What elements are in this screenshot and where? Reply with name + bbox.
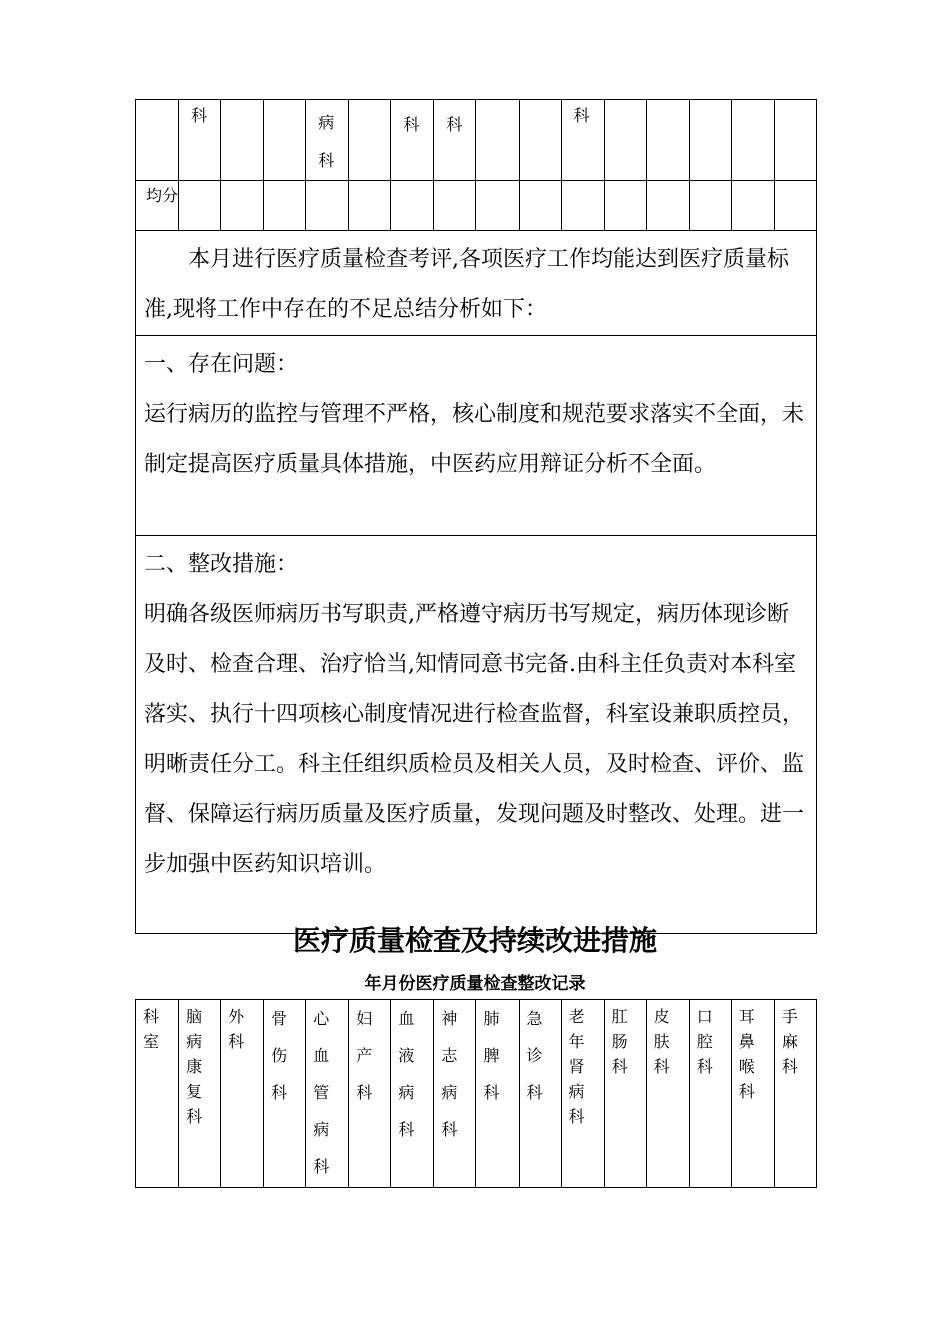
header-cell-department: 科 室 (136, 1000, 179, 1188)
intro-row (136, 231, 817, 336)
score-cell (179, 181, 221, 231)
problems-row (136, 336, 817, 536)
header-cell (774, 100, 816, 181)
measures-heading: 二、整改措施： (144, 552, 299, 577)
measures-row (136, 536, 817, 934)
problems-text: 运行病历的监控与管理不严格，核心制度和规范要求落实不全面，未制定提高医疗质量具体措施，中医药应用辩证分析不全面。 (144, 402, 805, 477)
top-score-table (135, 99, 817, 934)
header-cell-lung-spleen: 肺 脾 科 (476, 1000, 519, 1188)
department-header-row (136, 1000, 817, 1188)
intro-cell (136, 231, 817, 336)
average-label: 均分 (146, 186, 179, 205)
measures-cell (136, 536, 817, 934)
header-cell-hand-anesthesia: 手 麻 科 (774, 1000, 816, 1188)
header-cell (476, 100, 519, 181)
header-cell-cardiology: 心 血 管 病 科 (306, 1000, 349, 1188)
problems-cell (136, 336, 817, 536)
header-cell: 病 科 (306, 100, 349, 181)
department-header-row (136, 100, 817, 181)
header-cell: 科 (391, 100, 434, 181)
average-label-cell (136, 181, 179, 231)
score-cell (604, 181, 646, 231)
header-cell (646, 100, 689, 181)
score-cell (306, 181, 349, 231)
header-cell (519, 100, 561, 181)
score-cell (221, 181, 264, 231)
score-cell (519, 181, 561, 231)
intro-text: 本月进行医疗质量检查考评,各项医疗工作均能达到医疗质量标准,现将工作中存在的不足总结分析如下： (144, 247, 789, 322)
header-cell: 科 (434, 100, 476, 181)
header-cell-geriatric-nephrology: 老 年 肾 病 科 (561, 1000, 604, 1188)
header-cell (264, 100, 306, 181)
average-score-row (136, 181, 817, 231)
header-cell: 科 (179, 100, 221, 181)
header-cell-obgyn: 妇 产 科 (349, 1000, 391, 1188)
score-cell (646, 181, 689, 231)
header-cell-neuropsych: 神 志 病 科 (434, 1000, 476, 1188)
header-cell (604, 100, 646, 181)
score-cell (391, 181, 434, 231)
header-cell-orthopedics: 骨 伤 科 (264, 1000, 306, 1188)
header-cell (731, 100, 774, 181)
score-cell (689, 181, 731, 231)
score-cell (476, 181, 519, 231)
score-cell (731, 181, 774, 231)
page-subtitle: 年月份医疗质量检查整改记录 (364, 974, 586, 994)
score-cell (264, 181, 306, 231)
header-cell-hematology: 血 液 病 科 (391, 1000, 434, 1188)
header-cell-emergency: 急 诊 科 (519, 1000, 561, 1188)
score-cell (561, 181, 604, 231)
score-cell (349, 181, 391, 231)
header-cell-stomatology: 口 腔 科 (689, 1000, 731, 1188)
header-cell-dermatology: 皮 肤 科 (646, 1000, 689, 1188)
header-cell: 科 (561, 100, 604, 181)
score-cell (774, 181, 816, 231)
header-cell-anorectal: 肛 肠 科 (604, 1000, 646, 1188)
header-cell (221, 100, 264, 181)
rectification-record-table (135, 999, 817, 1188)
header-cell (689, 100, 731, 181)
measures-text: 明确各级医师病历书写职责,严格遵守病历书写规定，病历体现诊断及时、检查合理、治疗恰当,知情同意书完备.由科主任负责对本科室落实、执行十四项核心制度情况进行检查监督，科室设兼职质控员，明晰责任分工。科主任组织质检员及相关人员，及时检查、评价、监督、保障运行病历质量及医疗质量，发现问题及时整改、处理。进一步加强中医药知识培训。 (144, 602, 805, 877)
problems-heading: 一、存在问题： (144, 352, 299, 377)
header-cell-ent: 耳 鼻 喉 科 (731, 1000, 774, 1188)
header-cell (136, 100, 179, 181)
page-title: 医疗质量检查及持续改进措施 (292, 924, 657, 957)
score-cell (434, 181, 476, 231)
header-cell (349, 100, 391, 181)
header-cell-surgery: 外 科 (221, 1000, 264, 1188)
header-cell-brain-rehab: 脑 病 康 复 科 (179, 1000, 221, 1188)
